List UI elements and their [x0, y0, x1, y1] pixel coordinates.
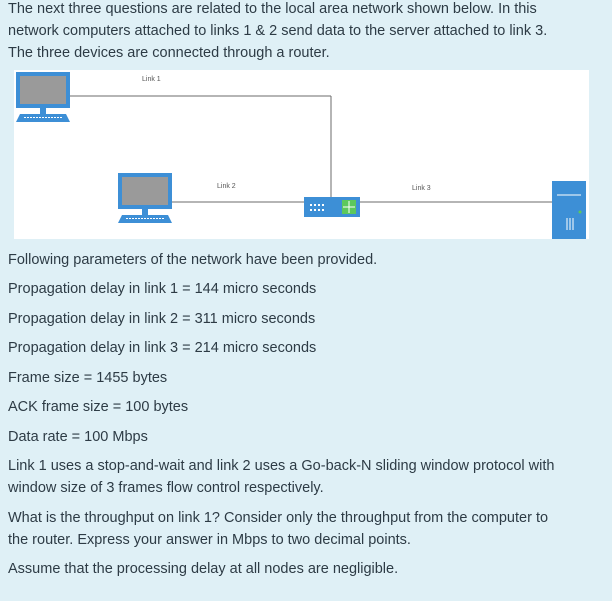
- params-heading: Following parameters of the network have been provided.: [8, 252, 378, 268]
- intro-line-2: network computers attached to links 1 & 2 send data to the server attached to link 3.: [8, 23, 548, 39]
- link-2-label: Link 2: [217, 183, 236, 190]
- frame-size: Frame size = 1455 bytes: [8, 370, 168, 386]
- server-icon: [552, 181, 586, 239]
- assumption: Assume that the processing delay at all nodes are negligible.: [8, 561, 399, 577]
- router-icon: [304, 197, 360, 217]
- intro-line-1: The next three questions are related to the local area network shown below. In this: [8, 1, 537, 17]
- protocol-line-1: Link 1 uses a stop-and-wait and link 2 uses a Go-back-N sliding window protocol with: [8, 458, 555, 474]
- data-rate: Data rate = 100 Mbps: [8, 429, 148, 445]
- protocol-line-2: window size of 3 frames flow control respectively.: [8, 480, 324, 496]
- prop-delay-link-3: Propagation delay in link 3 = 214 micro seconds: [8, 340, 317, 356]
- link-3-label: Link 3: [412, 185, 431, 192]
- intro-line-3: The three devices are connected through a router.: [8, 45, 330, 61]
- network-diagram-svg: [14, 70, 589, 239]
- prop-delay-link-2: Propagation delay in link 2 = 311 micro seconds: [8, 311, 316, 327]
- link-1-label: Link 1: [142, 76, 161, 83]
- ack-frame-size: ACK frame size = 100 bytes: [8, 399, 189, 415]
- prop-delay-link-1: Propagation delay in link 1 = 144 micro seconds: [8, 281, 317, 297]
- computer-1-icon: [16, 72, 70, 122]
- question-line-1: What is the throughput on link 1? Consider only the throughput from the computer to: [8, 510, 549, 526]
- network-diagram: [14, 70, 589, 239]
- question-line-2: the router. Express your answer in Mbps to two decimal points.: [8, 532, 411, 548]
- computer-2-icon: [118, 173, 172, 223]
